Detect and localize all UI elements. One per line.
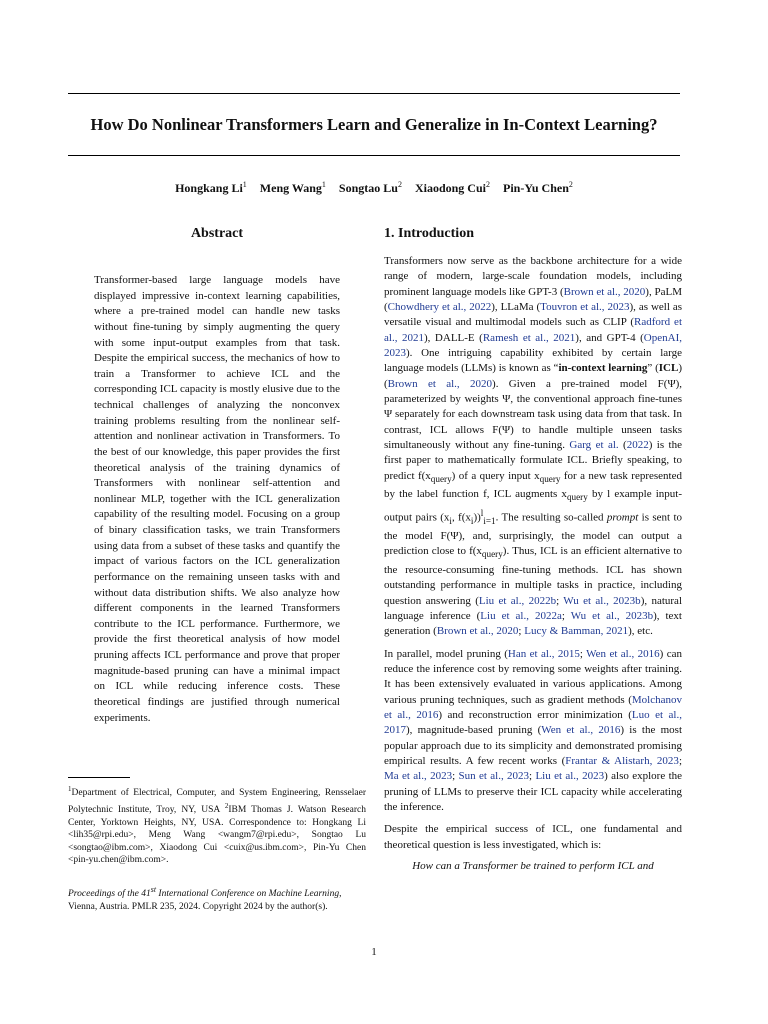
citation-link[interactable]: Sun et al., 2023 (458, 770, 530, 783)
citation-link[interactable]: OpenAI, 2023 (384, 331, 682, 360)
abstract-body: Transformer-based large language models have displayed impressive in-context learning capabilities, where a pre-trained model can handle new tasks without fine-tuning by simply augmenting the query with some input-output examples from that task. Despite the empirical success, the mechanics of how to train a Transformer to achieve ICL and the corresponding ICL capacity is mostly elusive due to the technical challenges of analyzing the nonconvex training problems resulting from the nonlinear self-attention and nonlinear activation in Transformers. To the best of our knowledge, this paper provides the first theoretical analysis of the training dynamics of Transformers with nonlinear self-attention and nonlinear MLP, together with the ICL generalization capability of the resulting model. Focusing on a group of binary classification tasks, we train Transformers using data from a subset of these tasks and quantify the impact of various factors on the ICL generalization performance on the remaining unseen tasks with and without data distribution shifts. We also analyze how different components in the learned Transformers contribute to the ICL performance. Furthermore, we provide the first theoretical analysis of how model pruning affects ICL performance and prove that proper magnitude-based pruning can have a minimal impact on ICL while reducing inference costs. These theoretical findings are justified through numerical experiments. (94, 274, 340, 724)
citation-link[interactable]: Liu et al., 2022b (478, 594, 557, 607)
citation-link[interactable]: Touvron et al., 2023 (540, 301, 630, 314)
citation-link[interactable]: Liu et al., 2022a (480, 609, 562, 622)
author: Pin-Yu Chen$^2$ (502, 180, 573, 195)
author: Xiaodong Cui$^2$ (414, 180, 490, 195)
intro-paragraph-3: Despite the empirical success of ICL, one fundamental and theoretical question is less investigated, which is: (384, 823, 682, 851)
abstract-heading: Abstract (190, 226, 244, 241)
introduction-heading: 1. Introduction (384, 226, 474, 241)
title-bottom-rule (68, 155, 680, 156)
citation-link[interactable]: Brown et al., 2020 (387, 377, 493, 390)
citation-link[interactable]: 2022 (626, 439, 649, 452)
left-column (68, 224, 366, 726)
page-number: 1 (371, 946, 377, 958)
citation-link[interactable]: Brown et al., 2020 (563, 285, 646, 298)
research-question: How can a Transformer be trained to perform ICL and (412, 860, 654, 873)
author-list (68, 180, 680, 196)
citation-link[interactable]: Liu et al., 2023 (535, 770, 605, 783)
citation-link[interactable]: Ramesh et al., 2021 (482, 331, 576, 344)
citation-link[interactable]: Garg et al. (569, 439, 619, 452)
proceedings-note: Proceedings of the 41st International Conference on Machine Learning, Vienna, Austria. PMLR 235, 2024. Copyright 2024 by the author(s). (68, 885, 342, 912)
citation-link[interactable]: Wu et al., 2023b (563, 594, 641, 607)
citation-link[interactable]: Ma et al., 2023 (384, 770, 453, 783)
citation-link[interactable]: Radford et al., 2021 (384, 316, 682, 344)
citation-link[interactable]: Wen et al., 2016 (586, 647, 660, 660)
intro-paragraph-2: In parallel, model pruning (Han et al., 2015; Wen et al., 2016) can reduce the inference cost by removing some weights after training. It has been extensively evaluated in various applications. Among various pruning techniques, such as gradient methods (Molchanov et al., 2016) and reconstruction error minimization (Luo et al., 2017), magnitude-based pruning (Wen et al., 2016) is the most popular approach due to its simplicity and demonstrated promising empirical results. A few recent works (Frantar & Alistarh, 2023; Ma et al., 2023; Sun et al., 2023; Liu et al., 2023) also explore the pruning of LLMs to preserve their ICL capacity while accelerating the inference. (384, 647, 683, 814)
citation-link[interactable]: Wu et al., 2023b (570, 609, 654, 622)
citation-link[interactable]: Molchanov et al., 2016 (384, 693, 682, 722)
author: Hongkang Li$^1$ (175, 180, 247, 195)
paper-title: How Do Nonlinear Transformers Learn and Generalize in In-Context Learning? (90, 115, 658, 134)
citation-link[interactable]: Lucy & Bamman, 2021 (524, 625, 629, 638)
citation-link[interactable]: Frantar & Alistarh, 2023 (565, 755, 679, 768)
citation-link[interactable]: Wen et al., 2016 (541, 724, 621, 737)
footnote-rule (68, 777, 130, 778)
author: Songtao Lu$^2$ (338, 180, 402, 195)
author: Meng Wang$^1$ (259, 180, 326, 195)
citation-link[interactable]: Luo et al., 2017 (384, 709, 682, 737)
citation-link[interactable]: Brown et al., 2020 (436, 625, 519, 638)
top-rule (68, 93, 680, 94)
citation-link[interactable]: Han et al., 2015 (507, 647, 580, 660)
citation-link[interactable]: Chowdhery et al., 2022 (387, 301, 492, 314)
intro-paragraph-1: Transformers now serve as the backbone architecture for a wide range of modern, large-scale foundation models, including prominent language models like GPT-3 (Brown et al., 2020), PaLM (Chowdhery et al., 2022), LLaMa (Touvron et al., 2023), as well as versatile visual and multimodal models such as CLIP (Radford et al., 2021), DALL-E (Ramesh et al., 2021), and GPT-4 (OpenAI, 2023). One intriguing capability exhibited by certain large language models (LLMs) is known as “in-context learning” (ICL) (Brown et al., 2020). Given a pre-trained model F(Ψ), parameterized by weights Ψ, the conventional approach fine-tunes Ψ separately for each downstream task using data from that task. In contrast, ICL allows F(Ψ) to handle multiple unseen tasks simultaneously without any fine-tuning. Garg et al. (2022) is the first paper to mathematically formulate ICL. Briefly speaking, to predict $f(x_{query})$ of a query input $x_{query}$ for a new task represented by the label function f, ICL augments $x_{query}$ by l example input-output pairs ($x_i$, $f(x_i))^l_{i=1}$. The resulting so-called prompt is sent to the model F(Ψ), and, surprisingly, the model can output a prediction close to $f(x_{query})$. Thus, ICL is an efficient alternative to the resource-consuming fine-tuning methods. ICL has shown outstanding performance in multiple tasks in practice, including question answering (Liu et al., 2022b; Wu et al., 2023b), natural language inference (Liu et al., 2022a; Wu et al., 2023b), text generation (Brown et al., 2020; Lucy & Bamman, 2021), etc. (384, 255, 683, 638)
affiliation-footnote: $^1$Department of Electrical, Computer, and System Engineering, Rensselaer Polytechnic Institute, Troy, NY, USA $^2$IBM Thomas J. Watson Research Center, Yorktown Heights, NY, USA. Correspondence to: Hongkang Li <lih35@rpi.edu>, Meng Wang <wangm7@rpi.edu>, Songtao Lu <songtao@ibm.com>, Xiaodong Cui <cuix@us.ibm.com>, Pin-Yu Chen <pin-yu.chen@ibm.com>. (68, 785, 366, 866)
right-column (384, 224, 682, 872)
